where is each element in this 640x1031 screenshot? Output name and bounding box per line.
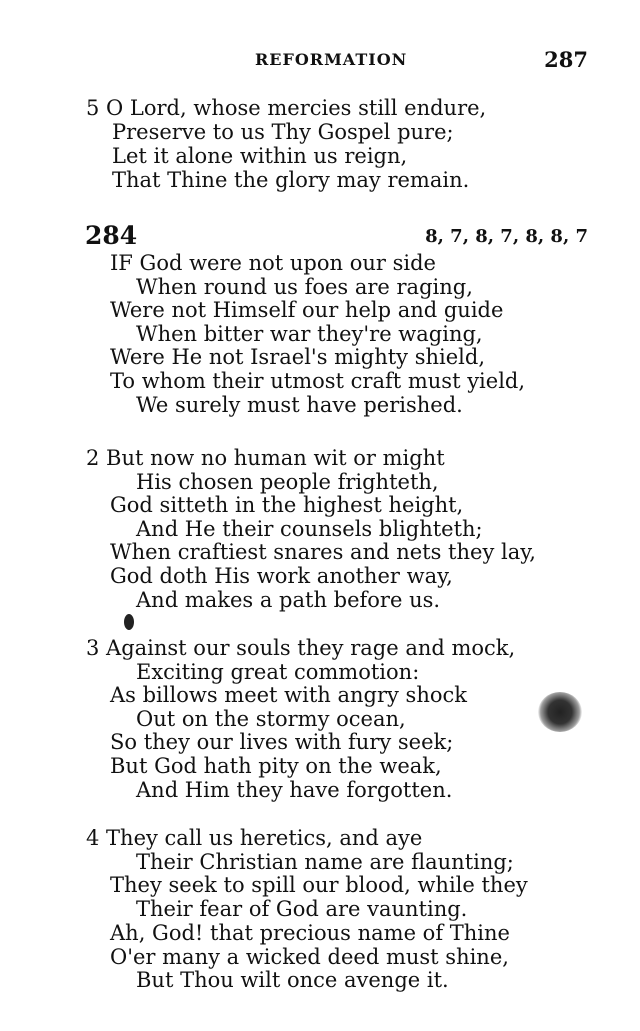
stanza-line: And Him they have forgotten. [136, 778, 453, 802]
stanza-line: IF God were not upon our side [110, 251, 436, 275]
stanza-line: When round us foes are raging, [136, 275, 473, 299]
stanza-line: That Thine the glory may remain. [112, 168, 470, 192]
stanza-line: His chosen people frighteth, [136, 470, 439, 494]
ink-smudge [538, 692, 582, 732]
stanza-line: O'er many a wicked deed must shine, [110, 945, 509, 969]
stanza-line: But Thou wilt once avenge it. [136, 968, 449, 992]
page-header [0, 47, 640, 74]
stanza-line: They seek to spill our blood, while they [110, 873, 528, 897]
hymn-number: 284 [85, 221, 138, 250]
stanza-line: God sitteth in the highest height, [110, 493, 464, 517]
stanza-line: Ah, God! that precious name of Thine [110, 921, 510, 945]
stanza-line: Preserve to us Thy Gospel pure; [112, 120, 454, 144]
stanza-line: Let it alone within us reign, [112, 144, 408, 168]
stanza-line: When craftiest snares and nets they lay, [110, 540, 536, 564]
stanza-line: 2 But now no human wit or might [86, 446, 445, 470]
stanza-line: 5 O Lord, whose mercies still endure, [86, 96, 487, 120]
stanza-line: We surely must have perished. [136, 393, 463, 417]
stanza-line: Were He not Israel's mighty shield, [110, 345, 485, 369]
stanza-line: 4 They call us heretics, and aye [86, 826, 423, 850]
stanza-line: When bitter war they're waging, [136, 322, 483, 346]
stanza-line: So they our lives with fury seek; [110, 730, 454, 754]
stanza-line: Exciting great commotion: [136, 660, 420, 684]
stanza-line: Out on the stormy ocean, [136, 707, 406, 731]
running-title: REFORMATION [255, 50, 408, 69]
ink-spot [124, 614, 134, 630]
stanza-line: God doth His work another way, [110, 564, 453, 588]
stanza-line: And makes a path before us. [136, 588, 441, 612]
hymn-meter: 8, 7, 8, 7, 8, 8, 7 [425, 226, 588, 247]
stanza-line: Their Christian name are flaunting; [136, 850, 514, 874]
stanza-line: As billows meet with angry shock [110, 683, 467, 707]
stanza-line: Were not Himself our help and guide [110, 298, 504, 322]
stanza-line: And He their counsels blighteth; [136, 517, 483, 541]
page-number: 287 [544, 47, 588, 72]
stanza-line: But God hath pity on the weak, [110, 754, 442, 778]
stanza-line: To whom their utmost craft must yield, [110, 369, 526, 393]
stanza-line: Their fear of God are vaunting. [136, 897, 468, 921]
stanza-line: 3 Against our souls they rage and mock, [86, 636, 516, 660]
